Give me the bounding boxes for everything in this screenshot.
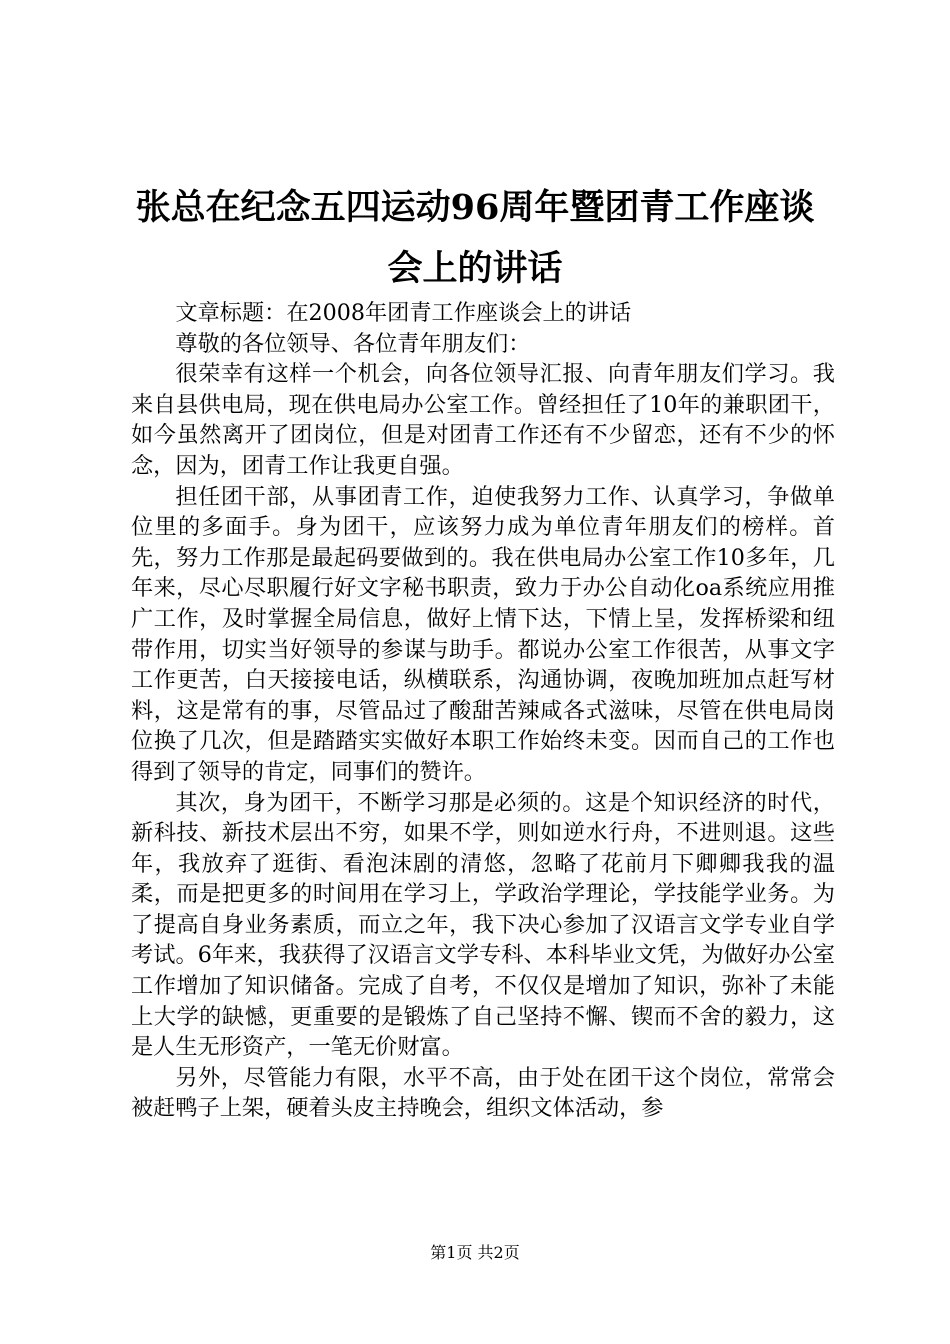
paragraph: 担任团干部，从事团青工作，迫使我努力工作、认真学习，争做单位里的多面手。身为团干，应该努力成为单位青年朋友们的榜样。首先，努力工作那是最起码要做到的。我在供电局办公室工作10多年，几年来，尽心尽职履行好文字秘书职责，致力于办公自动化oa系统应用推广工作，及时掌握全局信息，做好上情下达，下情上呈，发挥桥梁和纽带作用，切实当好领导的参谋与助手。都说办公室工作很苦，从事文字工作更苦，白天接接电话，纵横联系，沟通协调，夜晚加班加点赶写材料，这是常有的事，尽管品过了酸甜苦辣咸各式滋味，尽管在供电局岗位换了几次，但是踏踏实实做好本职工作始终未变。因而自己的工作也得到了领导的肯定，同事们的赞许。 [131, 483, 835, 785]
salutation: 尊敬的各位领导、各位青年朋友们： [175, 330, 531, 357]
document-title-line-2: 会上的讲话 [387, 248, 563, 289]
document-body [131, 298, 835, 1124]
paragraph: 很荣幸有这样一个机会，向各位领导汇报、向青年朋友们学习。我来自县供电局，现在供电局办公室工作。曾经担任了10年的兼职团干，如今虽然离开了团岗位，但是对团青工作还有不少留恋，还有不少的怀念，因为，团青工作让我更自强。 [131, 361, 835, 479]
article-title-line: 文章标题：在2008年团青工作座谈会上的讲话 [175, 300, 632, 326]
document-title-line-1: 张总在纪念五四运动96周年暨团青工作座谈 [135, 187, 815, 228]
page-number-footer: 第1页 共2页 [430, 1243, 520, 1262]
paragraph: 另外，尽管能力有限，水平不高，由于处在团干这个岗位，常常会被赶鸭子上架，硬着头皮主持晚会，组织文体活动，参 [131, 1064, 835, 1122]
paragraph: 其次，身为团干，不断学习那是必须的。这是个知识经济的时代，新科技、新技术层出不穷，如果不学，则如逆水行舟，不进则退。这些年，我放弃了逛街、看泡沫剧的清悠，忽略了花前月下卿卿我我的温柔，而是把更多的时间用在学习上，学政治学理论，学技能学业务。为了提高自身业务素质，而立之年，我下决心参加了汉语言文学专业自学考试。6年来，我获得了汉语言文学专科、本科毕业文凭，为做好办公室工作增加了知识储备。完成了自考，不仅仅是增加了知识，弥补了未能上大学的缺憾，更重要的是锻炼了自己坚持不懈、锲而不舍的毅力，这是人生无形资产，一笔无价财富。 [131, 789, 835, 1061]
